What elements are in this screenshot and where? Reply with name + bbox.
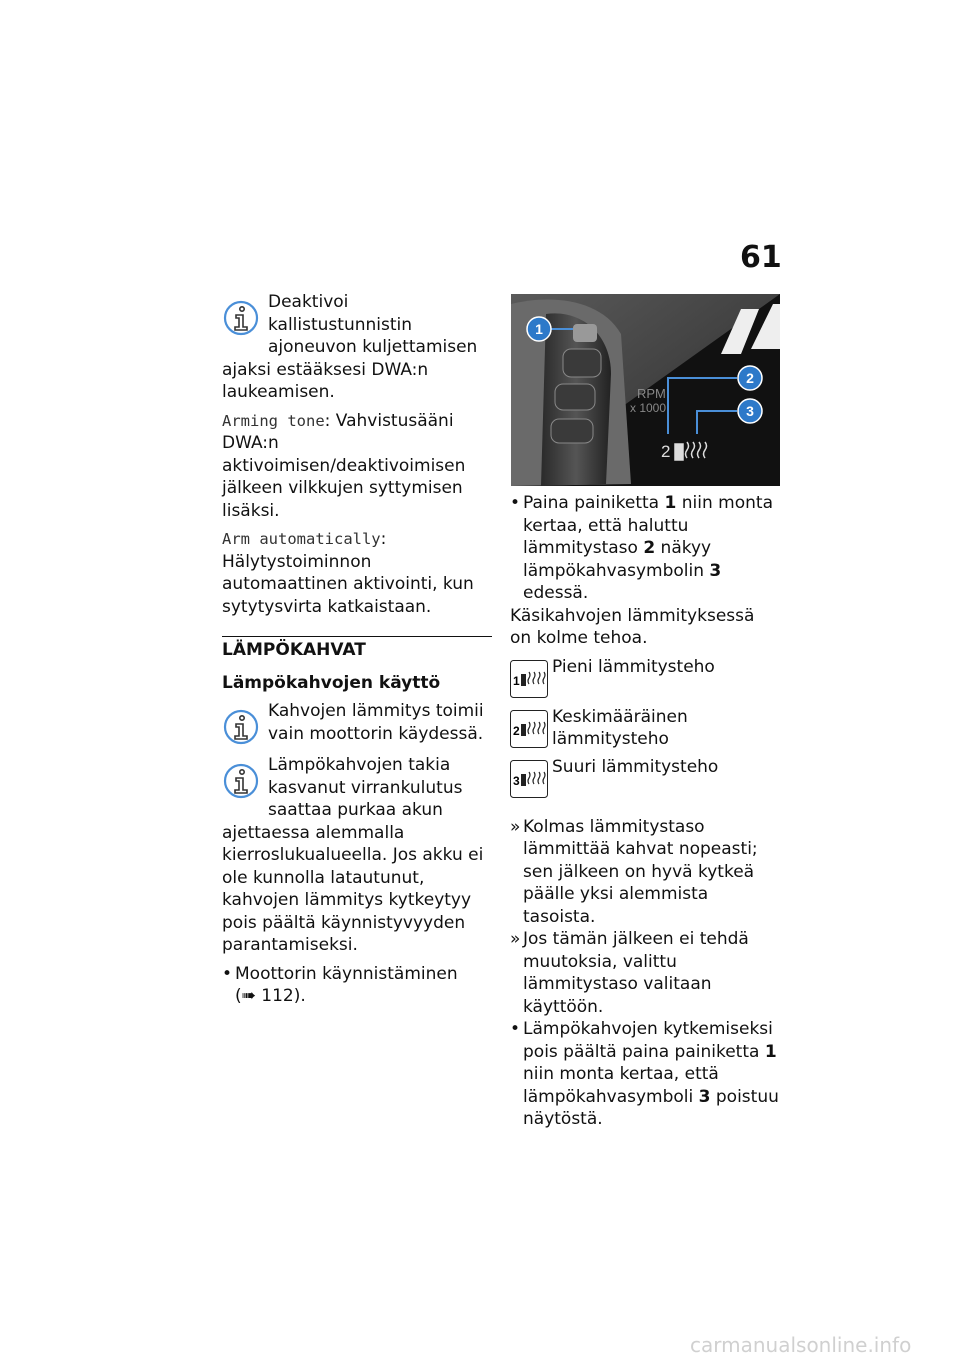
info-note	[222, 291, 492, 404]
callout-2: 2	[746, 370, 754, 386]
rpm-scale: x 1000	[630, 401, 667, 415]
level-digit: 3	[513, 773, 520, 788]
level-label: Pieni lämmitysteho	[552, 656, 715, 677]
bullet-dot-icon: •	[510, 493, 521, 513]
info-icon	[222, 760, 260, 802]
bullet-text: niin monta kertaa, että lämpökahvasymboli	[523, 1064, 719, 1107]
info-icon	[222, 297, 260, 339]
setting-desc: : Vahvistusääni DWA:n aktivoimisen/deaktivoimisen jälkeen vilkkujen syttymisen lisäksi.	[222, 410, 466, 521]
rpm-label: RPM	[637, 386, 666, 401]
subheading: Lämpökahvojen käyttö	[222, 672, 441, 693]
heated-grip-level-2-icon	[510, 710, 548, 748]
footer-watermark: carmanualsonline.info	[690, 1333, 912, 1357]
level-digit: 2	[513, 723, 520, 738]
result-text: Jos tämän jälkeen ei tehdä muutoksia, valittu lämmitystaso valitaan käyttöön.	[523, 929, 749, 1017]
bullet-text: Lämpökahvojen kytkemiseksi pois päältä paina painiketta	[523, 1019, 773, 1062]
result-item	[510, 816, 780, 929]
setting-arming-tone	[222, 410, 492, 523]
section-heading: LÄMPÖKAHVAT	[222, 636, 492, 662]
note-text: Deaktivoi kallistustunnistin ajoneuvon kuljettamisen ajaksi estääksesi DWA:n laukeamisen.	[222, 292, 478, 402]
handlebar-illustration	[511, 294, 780, 486]
bullet-item	[222, 963, 492, 1008]
page-number: 61	[740, 240, 782, 275]
bullet-text: Paina painiketta	[523, 493, 665, 513]
setting-term: Arm automatically	[222, 530, 381, 548]
bullet-item	[510, 492, 780, 605]
level-digit: 2	[661, 442, 671, 461]
info-icon	[222, 706, 260, 748]
info-note	[222, 754, 492, 957]
note-text: Lämpökahvojen takia kasvanut virrankulutus saattaa purkaa akun ajettaessa alemmalla kierroslukualueella. Jos akku ei ole kunnolla latautunut, kahvojen lämmitys kytkeytyy pois päältä käynnistyvyyden parantamiseksi.	[222, 755, 484, 955]
left-column	[222, 291, 492, 1008]
setting-term: Arming tone	[222, 411, 325, 430]
arrow-icon: »	[510, 816, 521, 837]
heating-level-1	[510, 656, 780, 702]
callout-3: 3	[746, 403, 754, 419]
heated-grip-level-1-icon	[510, 660, 548, 698]
bullet-dot-icon: •	[510, 1019, 521, 1039]
result-text: Kolmas lämmitystaso lämmittää kahvat nopeasti; sen jälkeen on hyvä kytkeä päälle yksi alemmista tasoista.	[523, 816, 758, 927]
ref-number: 3	[709, 560, 722, 581]
ref-number: 1	[764, 1041, 777, 1062]
heating-level-3	[510, 756, 780, 802]
ref-number: 3	[698, 1086, 711, 1107]
level-label: Suuri lämmitysteho	[552, 756, 719, 777]
bullet-text: Moottorin käynnistäminen	[235, 963, 458, 984]
setting-arm-automatically	[222, 528, 492, 618]
level-digit: 1	[513, 673, 520, 688]
bullet-text: poistuu näytöstä.	[523, 1086, 779, 1129]
right-column	[510, 492, 780, 1131]
info-note	[222, 700, 492, 748]
ref-number: 2	[643, 538, 656, 558]
bullet-dot-icon: •	[222, 963, 233, 984]
arrow-icon: »	[510, 929, 521, 949]
result-item	[510, 928, 780, 1018]
levels-intro: Käsikahvojen lämmityksessä on kolme tehoa.	[510, 605, 755, 648]
note-text: Kahvojen lämmitys toimii vain moottorin käydessä.	[268, 701, 484, 744]
heated-grips-photo	[511, 294, 780, 486]
ref-number: 1	[664, 493, 677, 513]
heated-grip-level-3-icon	[510, 760, 548, 798]
level-label: Keskimääräinen lämmitysteho	[552, 706, 688, 749]
bullet-item	[510, 1018, 780, 1131]
page-reference[interactable]: (➠ 112).	[235, 986, 306, 1006]
callout-1: 1	[535, 321, 543, 337]
bullet-text: edessä.	[523, 583, 589, 603]
bullet-text: niin monta kertaa, että haluttu lämmitystaso	[523, 493, 773, 558]
setting-desc: : Hälytystoiminnon automaattinen aktivointi, kun sytytysvirta katkaistaan.	[222, 529, 474, 617]
heating-level-2	[510, 706, 780, 752]
bullet-text: näkyy lämpökahvasymbolin	[523, 538, 712, 581]
